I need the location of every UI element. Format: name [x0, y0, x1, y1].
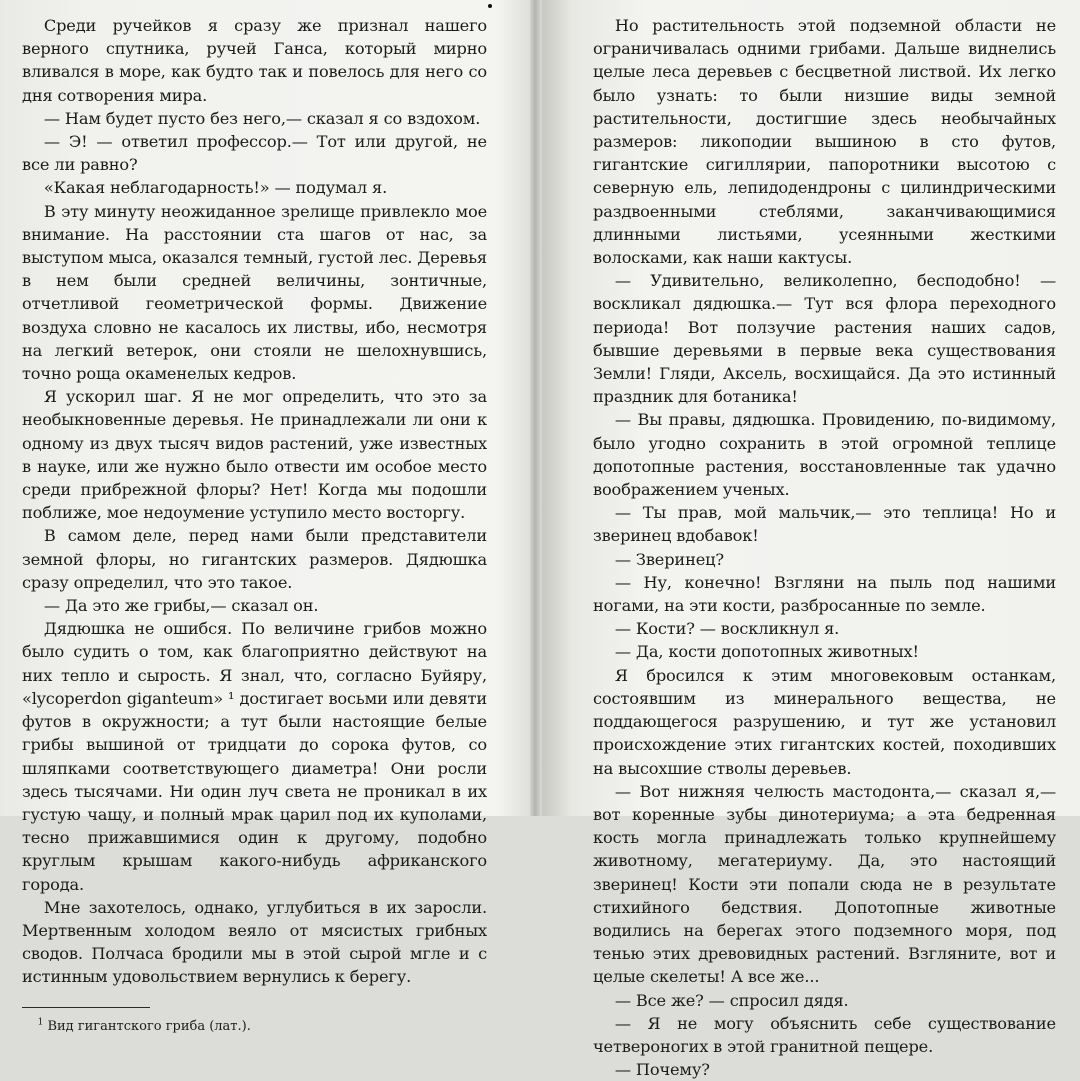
paragraph: Я ускорил шаг. Я не мог определить, что это за необыкновенные деревья. Не принадлежали ли они к одному из двух тысяч видов растений, уже известных в науке, или же нужно было отвести им особое место среди прибрежной флоры? Нет! Когда мы подошли поближе, мое недоумение уступило место восторгу. [22, 387, 487, 523]
right-page-text [593, 14, 1056, 1081]
paragraph: — Э! — ответил профессор.— Тот или другой, не все ли равно? [22, 132, 487, 175]
paragraph: — Нам будет пусто без него,— сказал я со вздохом. [43, 108, 481, 128]
paragraph: — Вы правы, дядюшка. Провидению, по-видимому, было угодно сохранить в этой огромной теплице допотопные растения, восстановленные так удачно воображением ученых. [593, 410, 1056, 500]
footnote-text: Вид гигантского гриба (лат.). [47, 1018, 251, 1034]
left-page [22, 14, 487, 1036]
footnote-divider [22, 1007, 150, 1008]
right-page [593, 14, 1056, 1081]
paragraph: — Да, кости допотопных животных! [614, 642, 919, 662]
paragraph: — Ну, конечно! Взгляни на пыль под нашими ногами, на эти кости, разбросанные по земле. [593, 572, 1056, 616]
paragraph: — Вот нижняя челюсть мастодонта,— сказал я,— вот коренные зубы динотериума; а эта бедренная кость могла принадлежать только крупнейшему животному, мегатериуму. Да, это настоящий зверинец! Кости эти попали сюда не в результате стихийного бедствия. Допотопные животные водились на берегах этого подземного моря, под тенью этих древовидных растений. Взгляните, вот и целые скелеты! А все же... [593, 781, 1056, 987]
left-page-text [22, 14, 487, 989]
paragraph: — Ты прав, мой мальчик,— это теплица! Но и зверинец вдобавок! [593, 503, 1056, 546]
paragraph: В эту минуту неожиданное зрелище привлекло мое внимание. На расстоянии ста шагов от нас, за выступом мыса, оказался темный, густой лес. Деревья в нем были средней величины, зонтичные, отчетливой геометрической формы. Движение воздуха словно не касалось их листвы, ибо, несмотря на легкий ветерок, они стояли не шелохнувшись, точно роща окаменелых кедров. [22, 201, 487, 384]
paragraph: Я бросился к этим многовековым останкам, состоявшим из минерального вещества, не поддающегося разрушению, и тут же установил происхождение этих гигантских костей, походивших на высохшие стволы деревьев. [593, 665, 1056, 778]
paragraph: — Кости? — воскликнул я. [614, 619, 840, 639]
paragraph: Среди ручейков я сразу же признал нашего верного спутника, ручей Ганса, который мирно вливался в море, как будто так и повелось для него со дня сотворения мира. [22, 16, 487, 105]
footnote [22, 1018, 487, 1036]
paragraph: — Все же? — спросил дядя. [614, 990, 849, 1010]
paragraph: Но растительность этой подземной области не ограничивалась одними грибами. Дальше виднелись целые леса деревьев с бесцветной листвой. Их легко было узнать: то были низшие виды земной растительности, достигшие здесь необычайных размеров: ликоподии вышиною в сто футов, гигантские сигиллярии, папоротники высотою с северную ель, лепидодендроны с цилиндрическими раздвоенными стеблями, заканчивающимися длинными листьями, усеянными жесткими волосками, как наши кактусы. [593, 16, 1056, 268]
book-gutter [530, 0, 540, 816]
paragraph: Мне захотелось, однако, углубиться в их заросли. Мертвенным холодом веяло от мясистых грибных сводов. Полчаса бродили мы в этой сырой мгле и с истинным удовольствием вернулись к берегу. [22, 897, 487, 987]
print-speck [488, 4, 492, 8]
paragraph: «Какая неблагодарность!» — подумал я. [43, 178, 388, 198]
paragraph: Дядюшка не ошибся. По величине грибов можно было судить о том, как благоприятно действуют на них тепло и сырость. Я знал, что, согласно Буйяру, «lycoperdon giganteum» ¹ достигает восьми или девяти футов в окружности; а тут были настоящие белые грибы вышиной от тридцати до сорока футов, со шляпками соответствующего диаметра! Они росли здесь тысячами. Ни один луч света не проникал в их густую чащу, и полный мрак царил под их куполами, тесно прижавшимися один к другому, подобно круглым крышам какого-нибудь африканского города. [22, 619, 487, 894]
paragraph: — Удивительно, великолепно, бесподобно! — воскликал дядюшка.— Тут вся флора переходного периода! Вот ползучие растения наших садов, бывшие деревьями в первые века существования Земли! Гляди, Аксель, восхищайся. Да это истинный праздник для ботаника! [593, 271, 1056, 407]
paragraph: — Да это же грибы,— сказал он. [43, 596, 319, 616]
footnote-number: 1 [37, 1017, 44, 1028]
paragraph: В самом деле, перед нами были представители земной флоры, но гигантских размеров. Дядюшка сразу определил, что это такое. [22, 526, 487, 592]
paragraph: — Зверинец? [614, 549, 724, 569]
paragraph: — Почему? [614, 1060, 710, 1080]
paragraph: — Я не могу объяснить себе существование четвероногих в этой гранитной пещере. [593, 1013, 1056, 1056]
